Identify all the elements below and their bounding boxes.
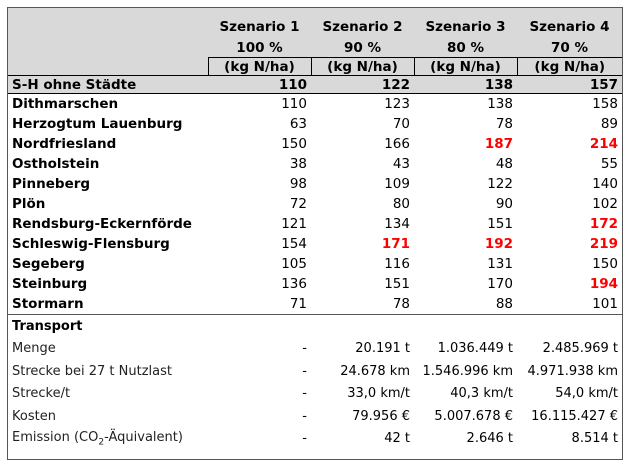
district-value: 194	[589, 276, 618, 292]
district-value: 89	[600, 116, 618, 132]
district-name: Pinneberg	[12, 176, 91, 192]
total-row	[8, 76, 622, 94]
district-value: 150	[592, 256, 618, 272]
transport-value: -	[302, 341, 307, 357]
transport-value: -	[302, 431, 307, 447]
district-value: 154	[281, 236, 307, 252]
header-percent: 100 %	[208, 39, 311, 58]
district-row	[8, 274, 622, 294]
district-value: 102	[592, 196, 618, 212]
district-name: Plön	[12, 196, 46, 212]
district-value: 109	[384, 176, 410, 192]
header-unit: (kg N/ha)	[208, 58, 311, 76]
results-table	[8, 8, 622, 450]
transport-value: 2.646 t	[466, 431, 513, 447]
transport-label: Kosten	[12, 408, 56, 424]
district-name: Steinburg	[12, 276, 88, 292]
district-value: 187	[484, 136, 513, 152]
district-value: 90	[495, 196, 513, 212]
emission-label-prefix: Emission (CO	[12, 429, 99, 445]
header-unit: (kg N/ha)	[517, 58, 622, 76]
header-unit: (kg N/ha)	[414, 58, 517, 76]
district-value: 166	[384, 136, 410, 152]
transport-label: Strecke bei 27 t Nutzlast	[12, 363, 172, 379]
district-value: 116	[384, 256, 410, 272]
district-value: 134	[384, 216, 410, 232]
transport-value: 1.546.996 km	[422, 363, 513, 379]
district-row	[8, 194, 622, 214]
transport-value: -	[302, 386, 307, 402]
transport-value: 2.485.969 t	[542, 341, 618, 357]
district-value: 78	[392, 296, 410, 312]
transport-value: 24.678 km	[340, 363, 410, 379]
district-value: 78	[495, 116, 513, 132]
transport-value: 54,0 km/t	[555, 386, 618, 402]
transport-value: 16.115.427 €	[531, 408, 618, 424]
district-value: 150	[281, 136, 307, 152]
district-value: 71	[289, 296, 307, 312]
district-name: Dithmarschen	[12, 96, 119, 112]
transport-row	[8, 360, 622, 383]
district-value: 170	[487, 276, 513, 292]
district-value: 110	[281, 96, 307, 112]
district-row	[8, 294, 622, 315]
header-scenario: Szenario 1	[208, 8, 311, 39]
header-unit-row	[8, 58, 622, 76]
transport-row	[8, 383, 622, 406]
transport-label: Menge	[12, 341, 56, 357]
district-value: 123	[384, 96, 410, 112]
transport-row	[8, 428, 622, 451]
district-name: Segeberg	[12, 256, 85, 272]
transport-value: 20.191 t	[355, 341, 410, 357]
emission-label-subscript: 2	[98, 437, 105, 448]
header-percent: 70 %	[517, 39, 622, 58]
results-table-frame	[7, 7, 623, 460]
district-value: 151	[384, 276, 410, 292]
district-value: 63	[289, 116, 307, 132]
district-value: 172	[589, 216, 618, 232]
total-name: S-H ohne Städte	[8, 76, 208, 94]
district-row	[8, 134, 622, 154]
header-unit: (kg N/ha)	[311, 58, 414, 76]
transport-title-row	[8, 315, 622, 338]
transport-value: 33,0 km/t	[347, 386, 410, 402]
district-value: 98	[289, 176, 307, 192]
district-value: 88	[495, 296, 513, 312]
district-value: 122	[487, 176, 513, 192]
district-value: 48	[495, 156, 513, 172]
district-row	[8, 174, 622, 194]
transport-title: Transport	[8, 315, 208, 338]
header-percent-row	[8, 39, 622, 58]
district-row	[8, 154, 622, 174]
district-row	[8, 114, 622, 134]
district-value: 158	[592, 96, 618, 112]
district-value: 80	[392, 196, 410, 212]
district-value: 151	[487, 216, 513, 232]
district-row	[8, 254, 622, 274]
header-scenario: Szenario 2	[311, 8, 414, 39]
district-row	[8, 234, 622, 254]
district-value: 43	[392, 156, 410, 172]
header-percent: 90 %	[311, 39, 414, 58]
district-value: 105	[281, 256, 307, 272]
header-percent: 80 %	[414, 39, 517, 58]
transport-value: 79.956 €	[352, 408, 410, 424]
transport-row	[8, 405, 622, 428]
district-value: 171	[381, 236, 410, 252]
transport-value: -	[302, 408, 307, 424]
district-name: Nordfriesland	[12, 136, 117, 152]
district-value: 121	[281, 216, 307, 232]
district-row	[8, 94, 622, 115]
district-value: 38	[289, 156, 307, 172]
district-value: 136	[281, 276, 307, 292]
transport-value: 42 t	[384, 431, 410, 447]
transport-label	[8, 428, 208, 451]
header-scenario-row	[8, 8, 622, 39]
transport-value: -	[302, 363, 307, 379]
transport-value: 4.971.938 km	[527, 363, 618, 379]
transport-value: 5.007.678 €	[434, 408, 513, 424]
header-scenario: Szenario 4	[517, 8, 622, 39]
total-value: 157	[517, 76, 622, 94]
transport-value: 1.036.449 t	[437, 341, 513, 357]
transport-row	[8, 338, 622, 361]
district-value: 192	[484, 236, 513, 252]
district-value: 101	[592, 296, 618, 312]
district-value: 214	[589, 136, 618, 152]
district-value: 72	[289, 196, 307, 212]
total-value: 122	[311, 76, 414, 94]
district-name: Stormarn	[12, 296, 84, 312]
header-scenario: Szenario 3	[414, 8, 517, 39]
emission-label-suffix: -Äquivalent)	[104, 429, 183, 445]
district-value: 138	[487, 96, 513, 112]
district-value: 55	[600, 156, 618, 172]
transport-label: Strecke/t	[12, 386, 71, 402]
district-value: 140	[592, 176, 618, 192]
district-value: 70	[392, 116, 410, 132]
district-name: Ostholstein	[12, 156, 100, 172]
district-name: Herzogtum Lauenburg	[12, 116, 183, 132]
transport-value: 8.514 t	[571, 431, 618, 447]
transport-value: 40,3 km/t	[450, 386, 513, 402]
total-value: 138	[414, 76, 517, 94]
district-value: 131	[487, 256, 513, 272]
header-corner	[8, 8, 208, 39]
district-name: Schleswig-Flensburg	[12, 236, 170, 252]
total-value: 110	[208, 76, 311, 94]
district-row	[8, 214, 622, 234]
district-value: 219	[589, 236, 618, 252]
district-name: Rendsburg-Eckernförde	[12, 216, 192, 232]
